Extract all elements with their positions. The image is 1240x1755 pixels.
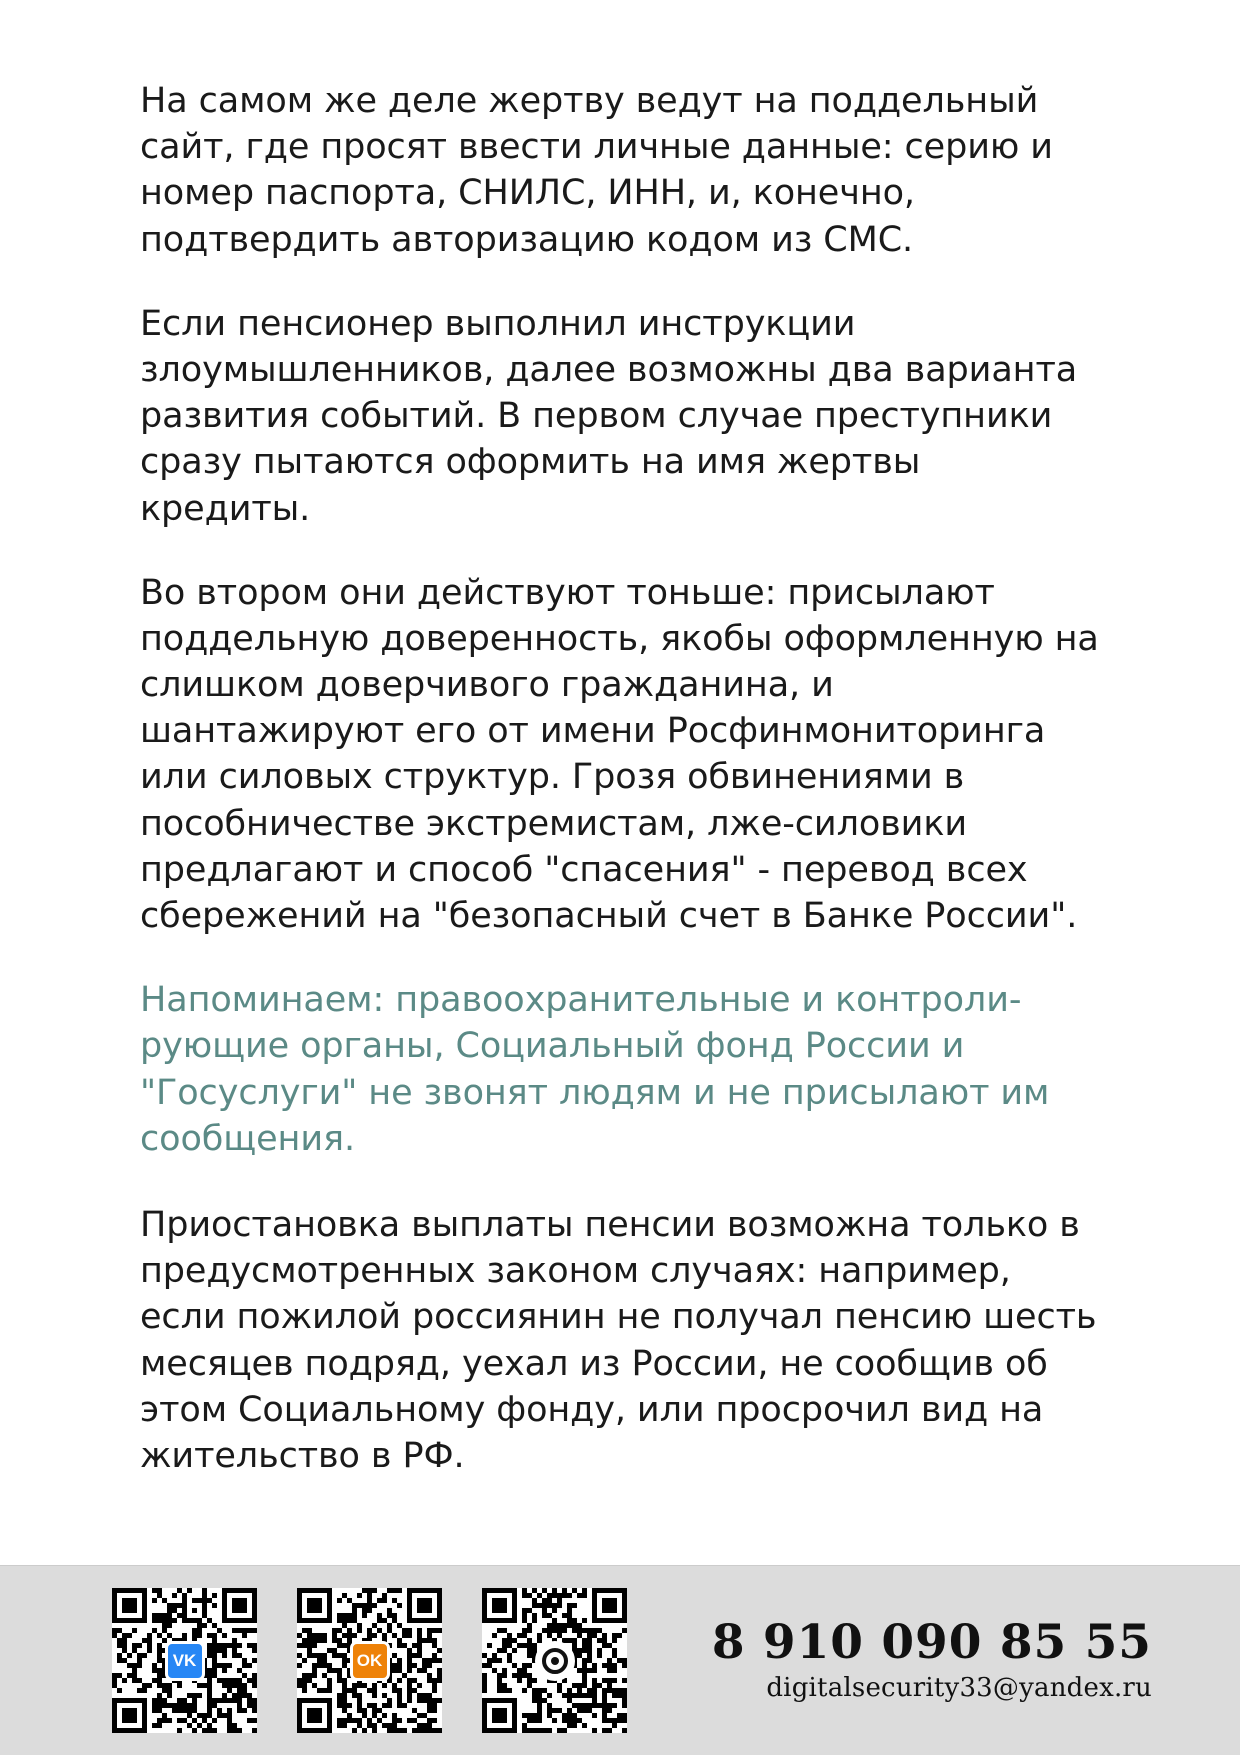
paragraph-3: Во втором они действуют тоньше: присылают поддельную доверенность, якобы оформленную на слишком доверчивого гражданина, и шантажируют его от имени Росфинмониторинга или силовых структур. Грозя обвинениями в пособничестве экстремистам, лже-силовики предлагают и способ "спасения" - перевод всех сбережений на "безопасный счет в Банке России". — [140, 572, 1099, 936]
ok-icon: OK — [350, 1641, 390, 1681]
paragraph-1: На самом же деле жертву ведут на поддельный сайт, где просят ввести личные данные: серию и номер паспорта, СНИЛС, ИНН, и, конечно, подтвердить авторизацию кодом из СМС. — [140, 81, 1053, 260]
phone-number[interactable]: 8 910 090 85 55 — [711, 1614, 1152, 1670]
paragraph-2: Если пенсионер выполнил инструкции злоумышленников, далее возможны два варианта развития событий. В первом случае преступники сразу пытаются оформить на имя жертвы кредиты. — [140, 303, 1078, 529]
qr-code-group — [112, 1588, 627, 1733]
camera-icon — [535, 1641, 575, 1681]
contact-block — [711, 1614, 1182, 1704]
qr-code-ok[interactable] — [297, 1588, 442, 1733]
email-address[interactable]: digitalsecurity33@yandex.ru — [766, 1673, 1152, 1704]
vk-icon: VK — [165, 1641, 205, 1681]
paragraph-highlight: Напоминаем: правоохранительные и контроли-рующие органы, Социальный фонд России и "Госуслуги" не звонят людям и не присылают им сообщения. — [140, 980, 1050, 1159]
qr-code-camera[interactable] — [482, 1588, 627, 1733]
footer-bar — [0, 1565, 1240, 1755]
paragraph-5: Приостановка выплаты пенсии возможна только в предусмотренных законом случаях: например, если пожилой россиянин не получал пенсию шесть месяцев подряд, уехал из России, не сообщив об этом Социальному фонду, или просрочил вид на жительство в РФ. — [140, 1204, 1097, 1476]
qr-code-vk[interactable] — [112, 1588, 257, 1733]
